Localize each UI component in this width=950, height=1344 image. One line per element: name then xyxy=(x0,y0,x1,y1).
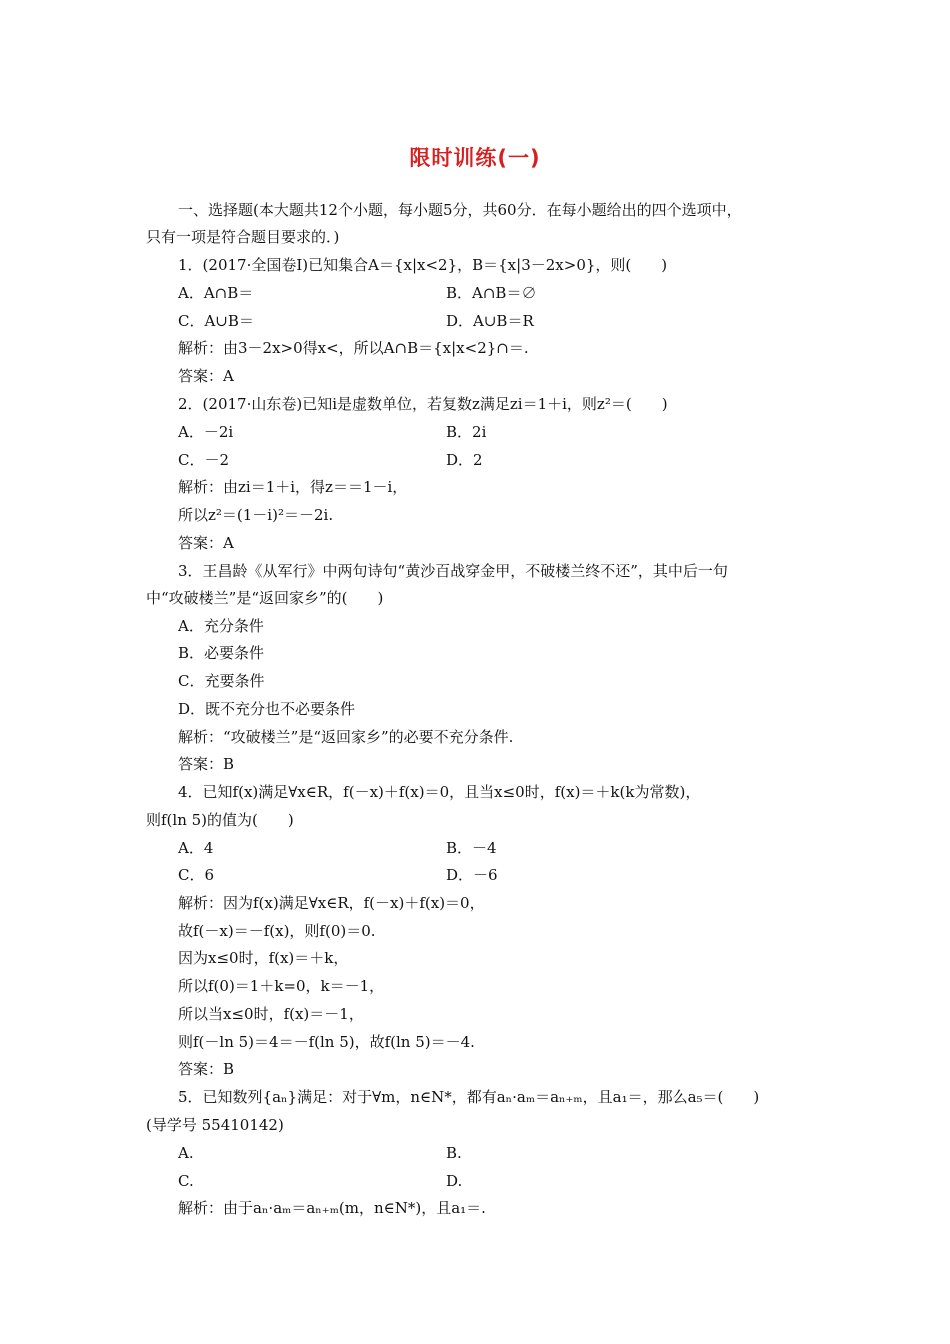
q5-option-b: B. xyxy=(446,1144,462,1162)
q1-option-b: B．A∩B＝∅ xyxy=(446,284,537,302)
q1-option-c: C．A∪B＝ xyxy=(178,312,254,330)
q4-analysis-line-3: 因为x≤0时，f(x)＝＋k， xyxy=(178,949,349,967)
q1-analysis: 解析：由3－2x>0得x<，所以A∩B＝{x|x<2}∩＝. xyxy=(178,339,529,357)
q2-stem: 2．(2017·山东卷)已知i是虚数单位，若复数z满足zi＝1＋i，则z²＝( ) xyxy=(178,395,668,413)
q1-option-d: D．A∪B＝R xyxy=(446,312,534,330)
q1-stem: 1．(2017·全国卷Ⅰ)已知集合A＝{x|x<2}，B＝{x|3－2x>0}，则( ) xyxy=(178,256,668,274)
page-title: 限时训练(一) xyxy=(409,146,541,170)
q4-analysis-line-4: 所以f(0)＝1＋k=0，k＝－1， xyxy=(178,977,385,995)
q3-option-d: D．既不充分也不必要条件 xyxy=(178,700,356,718)
q3-option-a: A．充分条件 xyxy=(178,617,264,635)
q5-option-c: C. xyxy=(178,1172,194,1190)
q4-analysis-line-1: 解析：因为f(x)满足∀x∈R，f(－x)＋f(x)＝0， xyxy=(178,894,485,912)
q4-option-b: B．－4 xyxy=(446,839,497,857)
q2-option-b: B．2i xyxy=(446,423,487,441)
q3-stem-line-2: 中“攻破楼兰”是“返回家乡”的( ) xyxy=(146,589,384,607)
q5-option-d: D. xyxy=(446,1172,463,1190)
q4-analysis-line-6: 则f(－ln 5)＝4＝－f(ln 5)，故f(ln 5)＝－4. xyxy=(178,1033,475,1051)
q5-stem-line-2: (导学号 55410142) xyxy=(146,1116,284,1134)
q4-stem-line-2: 则f(ln 5)的值为( ) xyxy=(146,811,294,829)
q4-stem-line-1: 4．已知f(x)满足∀x∈R，f(－x)＋f(x)＝0，且当x≤0时，f(x)＝＋k(k为常数)， xyxy=(178,783,701,801)
q2-analysis-line-1: 解析：由zi＝1＋i，得z＝＝1－i， xyxy=(178,478,408,496)
q1-answer: 答案：A xyxy=(178,367,234,385)
q4-option-c: C．6 xyxy=(178,866,215,884)
q3-stem-line-1: 3．王昌龄《从军行》中两句诗句“黄沙百战穿金甲，不破楼兰终不还”，其中后一句 xyxy=(178,562,728,580)
q2-analysis-line-2: 所以z²＝(1－i)²＝－2i. xyxy=(178,506,334,524)
q4-option-a: A．4 xyxy=(178,839,214,857)
q3-option-b: B．必要条件 xyxy=(178,644,265,662)
q5-stem-line-1: 5．已知数列{aₙ}满足：对于∀m，n∈N*，都有aₙ·aₘ＝aₙ₊ₘ，且a₁＝，那么a₅＝( ) xyxy=(178,1088,760,1106)
q3-answer: 答案：B xyxy=(178,755,235,773)
section-intro-line-2: 只有一项是符合题目要求的．) xyxy=(146,228,340,246)
q4-analysis-line-5: 所以当x≤0时，f(x)＝－1， xyxy=(178,1005,364,1023)
q4-option-d: D．－6 xyxy=(446,866,498,884)
q5-option-a: A. xyxy=(178,1144,194,1162)
q3-option-c: C．充要条件 xyxy=(178,672,265,690)
q1-option-a: A．A∩B＝ xyxy=(178,284,254,302)
q3-analysis: 解析：“攻破楼兰”是“返回家乡”的必要不充分条件. xyxy=(178,728,514,746)
q4-analysis-line-2: 故f(－x)＝－f(x)，则f(0)＝0. xyxy=(178,922,376,940)
q2-option-c: C．－2 xyxy=(178,451,230,469)
q2-answer: 答案：A xyxy=(178,534,234,552)
q2-option-d: D．2 xyxy=(446,451,483,469)
q2-option-a: A．－2i xyxy=(178,423,234,441)
section-intro-line-1: 一、选择题(本大题共12个小题，每小题5分，共60分．在每小题给出的四个选项中， xyxy=(178,201,742,219)
q4-answer: 答案：B xyxy=(178,1060,235,1078)
q5-analysis: 解析：由于aₙ·aₘ＝aₙ₊ₘ(m，n∈N*)，且a₁＝. xyxy=(178,1199,486,1217)
